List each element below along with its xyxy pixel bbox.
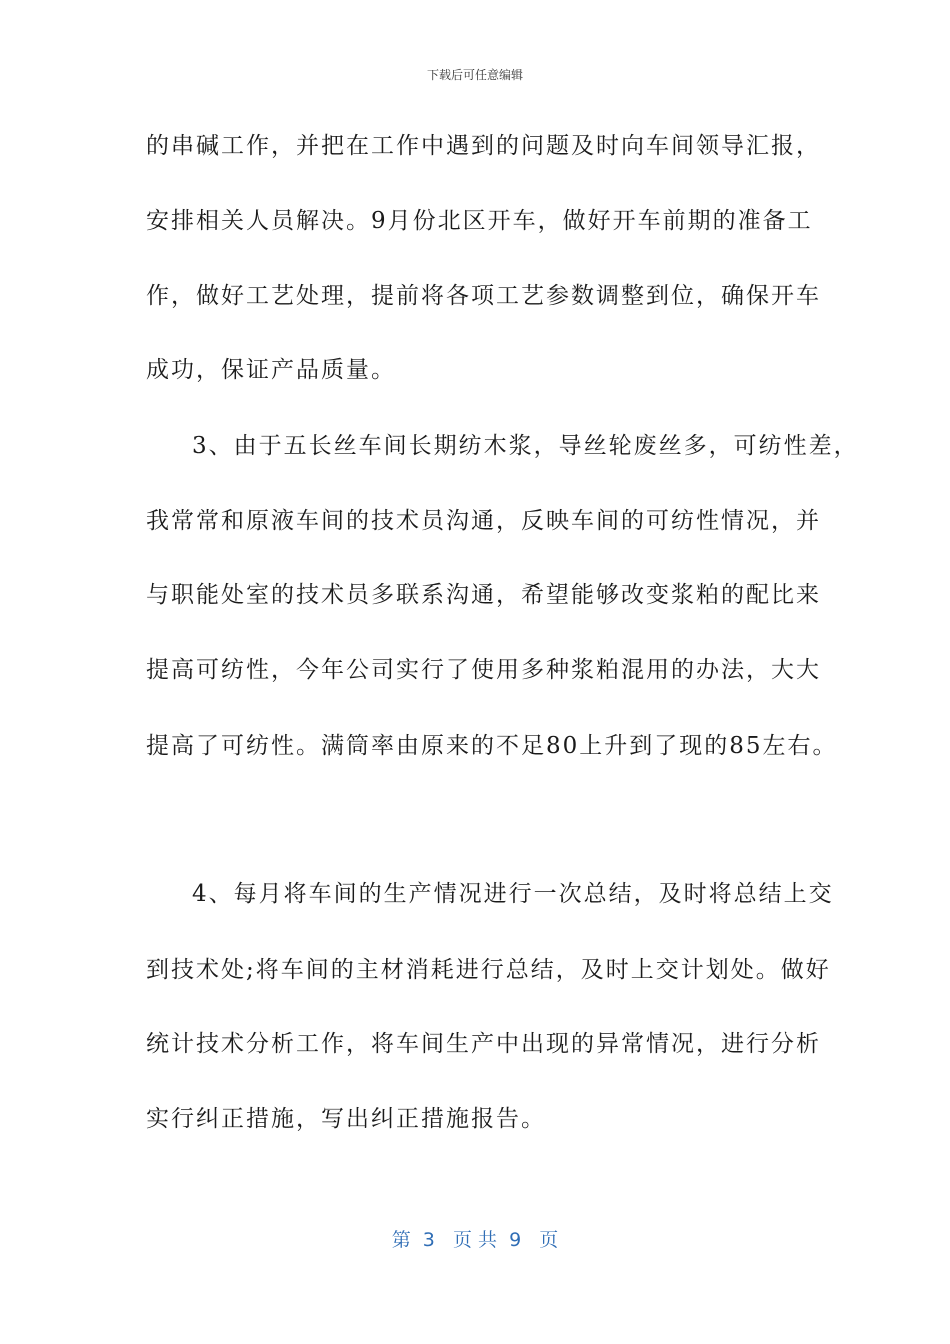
body-line: 4、每月将车间的生产情况进行一次总结，及时将总结上交 [192,881,834,907]
page-number: 第 3 页 共 9 页 [391,1229,559,1251]
page-header: 下载后可任意编辑 [426,68,523,82]
body-line: 提高了可纺性。满筒率由原来的不足80上升到了现的85左右。 [146,733,838,759]
body-line: 实行纠正措施，写出纠正措施报告。 [146,1106,546,1132]
body-line: 3、由于五长丝车间长期纺木浆，导丝轮废丝多，可纺性差， [192,433,859,459]
body-line: 到技术处;将车间的主材消耗进行总结，及时上交计划处。做好 [146,957,831,983]
body-line: 我常常和原液车间的技术员沟通，反映车间的可纺性情况，并 [146,508,821,534]
body-line: 提高可纺性，今年公司实行了使用多种浆粕混用的办法，大大 [146,657,821,683]
body-line: 成功，保证产品质量。 [146,357,396,383]
body-line: 安排相关人员解决。9月份北区开车，做好开车前期的准备工 [146,208,813,234]
body-line: 与职能处室的技术员多联系沟通，希望能够改变浆粕的配比来 [146,582,821,608]
body-line: 统计技术分析工作，将车间生产中出现的异常情况，进行分析 [146,1031,821,1057]
body-line: 作，做好工艺处理，提前将各项工艺参数调整到位，确保开车 [146,283,821,309]
body-line: 的串碱工作，并把在工作中遇到的问题及时向车间领导汇报， [146,133,821,159]
